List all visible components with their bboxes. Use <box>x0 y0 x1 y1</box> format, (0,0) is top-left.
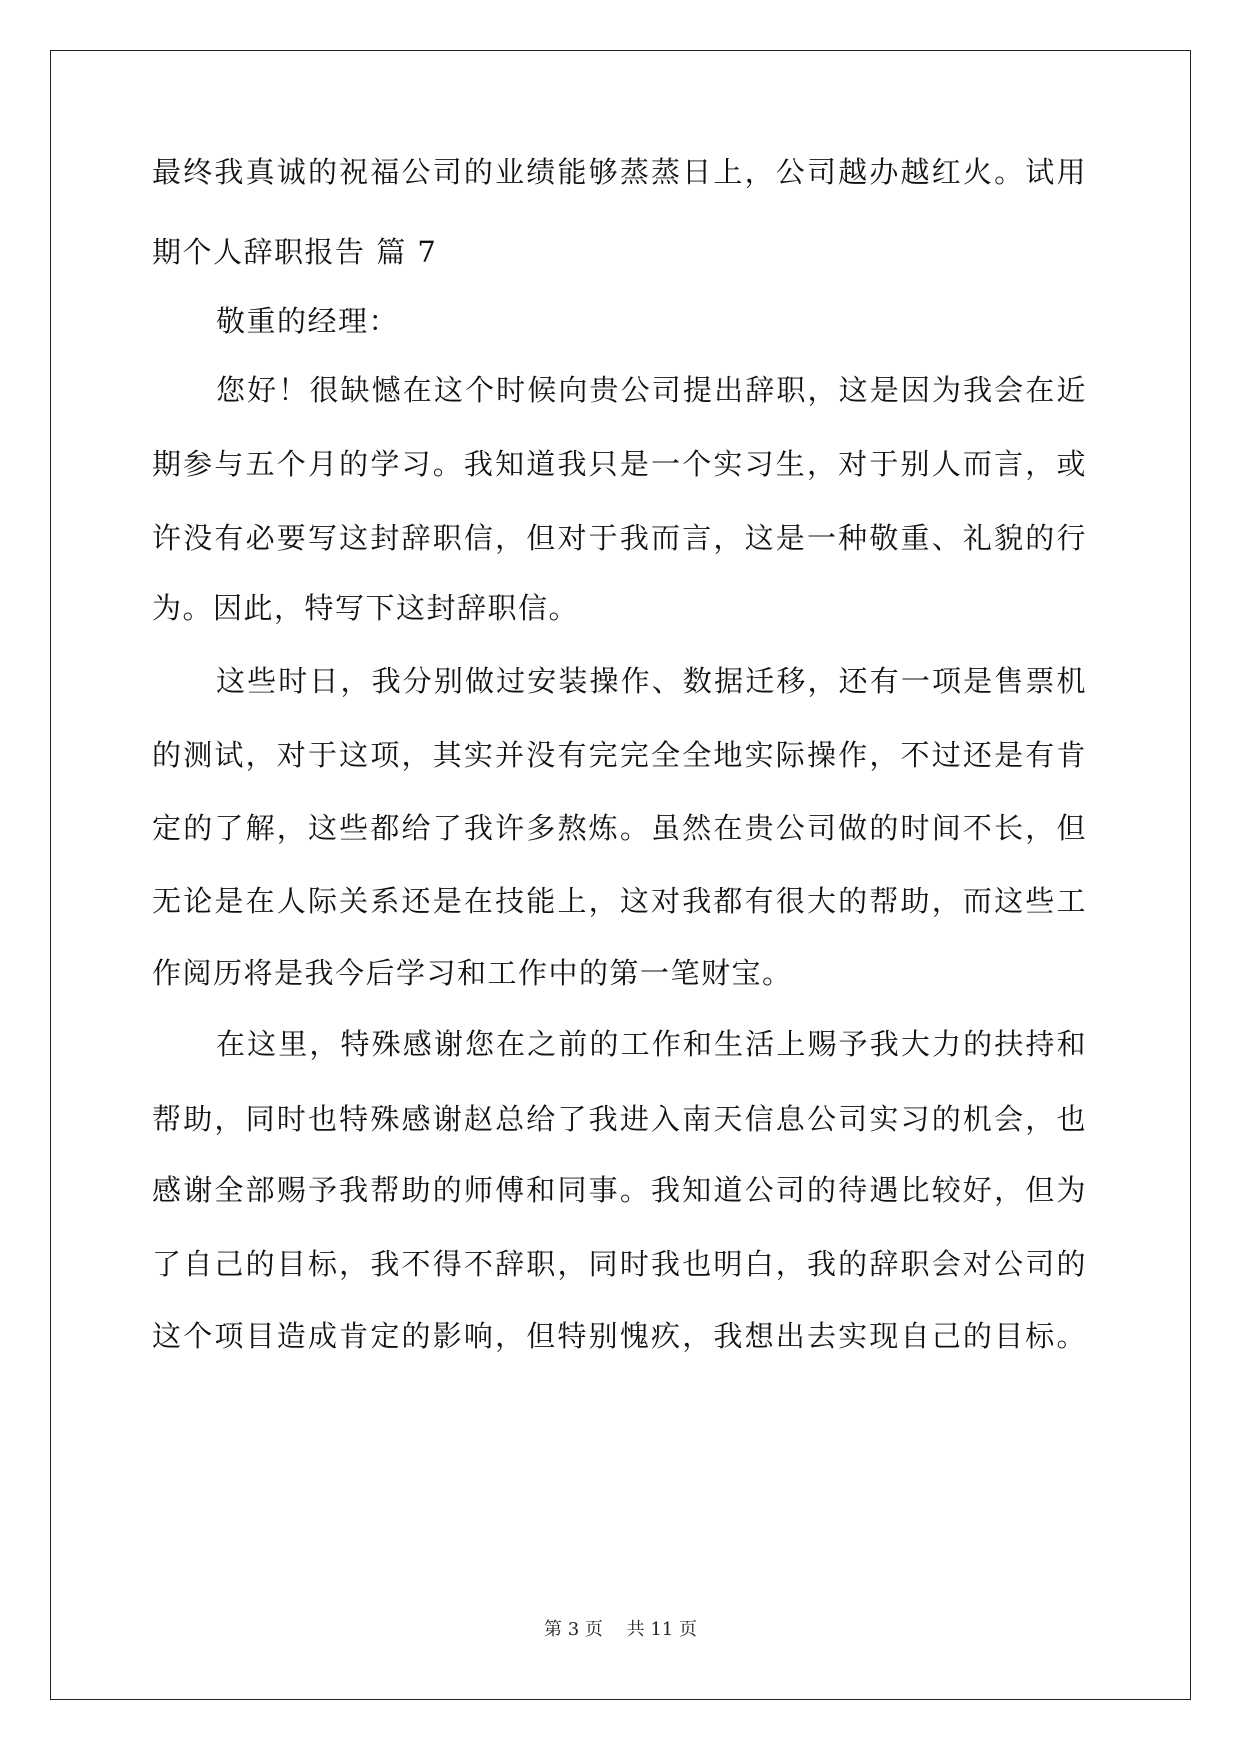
text-line: 帮助，同时也特殊感谢赵总给了我进入南天信息公司实习的机会，也 <box>152 1102 1087 1136</box>
text-line: 了自己的目标，我不得不辞职，同时我也明白，我的辞职会对公司的 <box>152 1247 1087 1281</box>
text-line: 期参与五个月的学习。我知道我只是一个实习生，对于别人而言，或 <box>152 447 1087 481</box>
text-line: 这些时日，我分别做过安装操作、数据迁移，还有一项是售票机 <box>216 664 1087 698</box>
text-line: 许没有必要写这封辞职信，但对于我而言，这是一种敬重、礼貌的行 <box>152 521 1087 555</box>
text-line: 定的了解，这些都给了我许多熬炼。虽然在贵公司做的时间不长，但 <box>152 811 1087 845</box>
page-number-footer: 第 3 页 共 11 页 <box>544 1619 697 1640</box>
text-line: 最终我真诚的祝福公司的业绩能够蒸蒸日上，公司越办越红火。试用 <box>152 155 1087 189</box>
text-line: 作阅历将是我今后学习和工作中的第一笔财宝。 <box>152 956 793 990</box>
text-line: 无论是在人际关系还是在技能上，这对我都有很大的帮助，而这些工 <box>152 884 1087 918</box>
text-line: 感谢全部赐予我帮助的师傅和同事。我知道公司的待遇比较好，但为 <box>152 1173 1087 1207</box>
salutation: 敬重的经理： <box>216 304 400 338</box>
text-line: 为。因此，特写下这封辞职信。 <box>152 591 580 625</box>
text-line: 的测试，对于这项，其实并没有完完全全地实际操作，不过还是有肯 <box>152 738 1087 772</box>
text-line: 这个项目造成肯定的影响，但特别愧疚，我想出去实现自己的目标。 <box>152 1319 1087 1353</box>
text-line: 您好！很缺憾在这个时候向贵公司提出辞职，这是因为我会在近 <box>216 373 1087 407</box>
text-line: 在这里，特殊感谢您在之前的工作和生活上赐予我大力的扶持和 <box>216 1027 1087 1061</box>
text-line: 期个人辞职报告 篇 7 <box>152 235 438 269</box>
page-border <box>50 50 1191 1700</box>
